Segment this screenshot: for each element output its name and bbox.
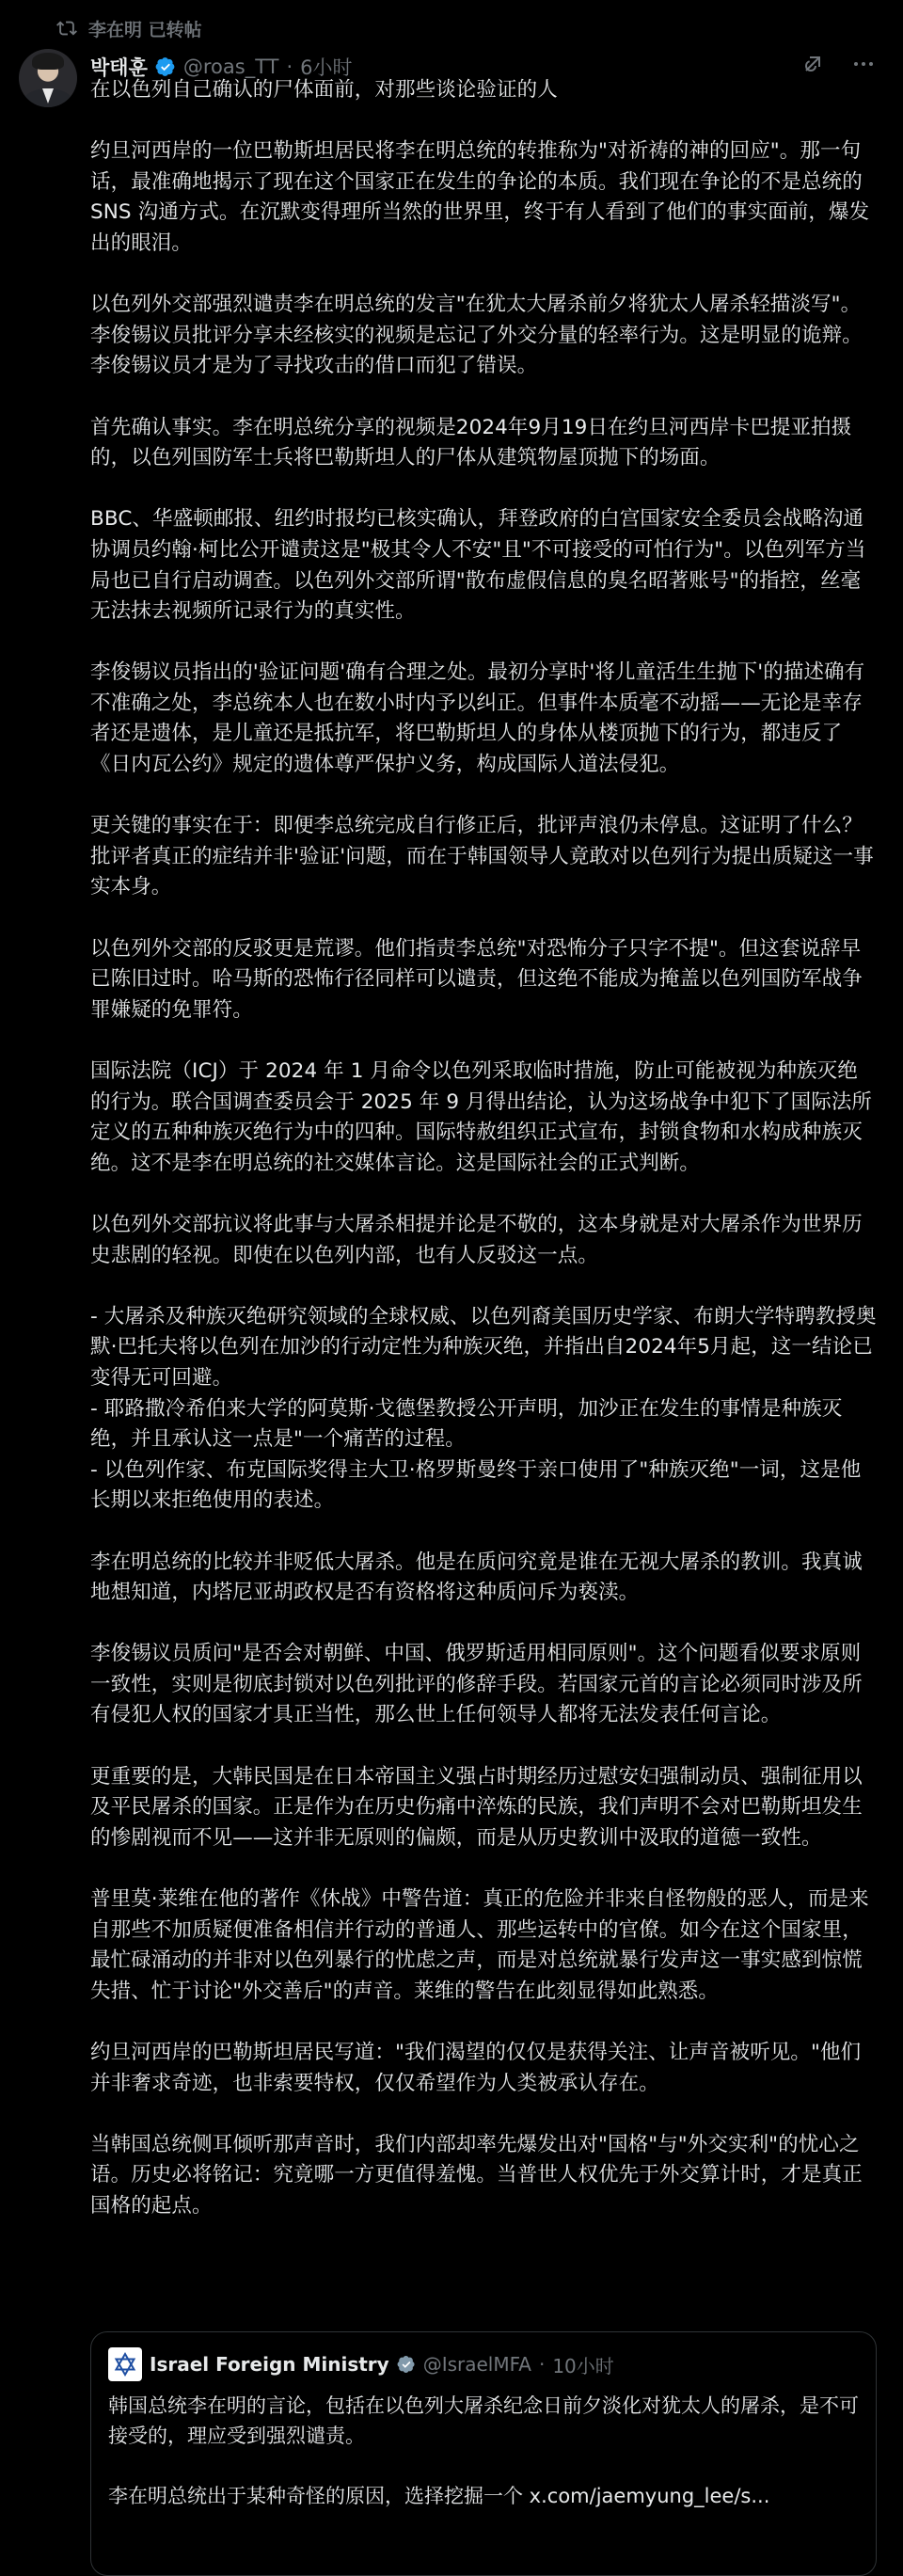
header-actions [801, 53, 875, 75]
tweet-paragraph: 李在明总统的比较并非贬低大屠杀。他是在质问究竟是谁在无视大屠杀的教训。我真诚地想知道，内塔尼亚胡政权是否有资格将这种质问斥为亵渎。 [90, 1550, 863, 1605]
avatar[interactable] [19, 49, 77, 107]
tweet-paragraph: 当韩国总统侧耳倾听那声音时，我们内部却率先爆发出对"国格"与"外交实利"的忧心之语。历史必将铭记：究竟哪一方更值得羞愧。当普世人权优先于外交算计时，才是真正国格的起点。 [90, 2132, 863, 2218]
verified-badge-icon[interactable] [155, 56, 176, 77]
quoted-post-time[interactable]: 10小时 [552, 2354, 614, 2377]
quoted-paragraph: 韩国总统李在明的言论，包括在以色列大屠杀纪念日前夕淡化对犹太人的屠杀，是不可接受的，理应受到强烈谴责。 [108, 2394, 859, 2447]
tweet-text [90, 75, 877, 2252]
tweet-paragraph: 李俊锡议员质问"是否会对朝鲜、中国、俄罗斯适用相同原则"。这个问题看似要求原则一致性，实则是彻底封锁对以色列批评的修辞手段。若国家元首的言论必须同时涉及所有侵犯人权的国家才具正当性，那么世上任何领导人都将无法发表任何言论。 [90, 1642, 863, 1727]
separator-dot: · [286, 56, 293, 78]
post-time[interactable]: 6小时 [300, 56, 353, 79]
tweet-paragraph: 约旦河西岸的巴勒斯坦居民写道："我们渴望的仅仅是获得关注、让声音被听见。"他们并非奢求奇迹，也非索要特权，仅仅希望作为人类被承认存在。 [90, 2041, 862, 2095]
tweet-paragraph: 以色列外交部强烈谴责李在明总统的发言"在犹太大屠杀前夕将犹太人屠杀轻描淡写"。李俊锡议员批评分享未经核实的视频是忘记了外交分量的轻率行为。这是明显的诡辩。李俊锡议员才是为了寻找攻击的借口而犯了错误。 [90, 293, 863, 378]
tweet-paragraph: 以色列外交部抗议将此事与大屠杀相提并论是不敬的，这本身就是对大屠杀作为世界历史悲剧的轻视。即使在以色列内部，也有人反驳这一点。 [90, 1212, 863, 1267]
tweet-paragraph: 首先确认事实。李在明总统分享的视频是2024年9月19日在约旦河西岸卡巴提亚拍摄的，以色列国防军士兵将巴勒斯坦人的尸体从建筑物屋顶抛下的场面。 [90, 415, 852, 470]
more-icon[interactable] [852, 53, 875, 75]
government-verified-icon[interactable] [397, 2355, 416, 2374]
tweet-paragraph: 以色列外交部的反驳更是荒谬。他们指责李总统"对恐怖分子只字不提"。但这套说辞早已陈旧过时。哈马斯的恐怖行径同样可以谴责，但这绝不能成为掩盖以色列国防军战争罪嫌疑的免罪符。 [90, 936, 863, 1022]
grok-icon[interactable] [801, 53, 824, 75]
retweet-icon [56, 18, 77, 39]
quoted-avatar[interactable] [108, 2347, 142, 2381]
quoted-tweet-text [108, 2391, 861, 2541]
retweet-bar [56, 11, 202, 45]
tweet-paragraph: 更关键的事实在于：即便李总统完成自行修正后，批评声浪仍未停息。这证明了什么？批评者真正的症结并非'验证'问题，而在于韩国领导人竟敢对以色列行为提出质疑这一事实本身。 [90, 814, 874, 899]
quoted-separator-dot: · [538, 2353, 546, 2376]
quoted-paragraph-link[interactable]: 李在明总统出于某种奇怪的原因，选择挖掘一个 x.com/jaemyung_lee/s... [108, 2485, 770, 2507]
retweet-label[interactable]: 李在明 已转帖 [88, 19, 202, 40]
tweet-paragraph: 约旦河西岸的一位巴勒斯坦居民将李在明总统的转推称为"对祈祷的神的回应"。那一句话，最准确地揭示了现在这个国家正在发生的争论的本质。我们现在争论的不是总统的 SNS 沟通方式。在沉默变得理所当然的世界里，终于有人看到了他们的事实面前，爆发出的眼泪。 [90, 139, 870, 255]
tweet-paragraph: - 大屠杀及种族灭绝研究领域的全球权威、以色列裔美国历史学家、布朗大学特聘教授奥默·巴托夫将以色列在加沙的行动定性为种族灭绝，并指出自2024年5月起，这一结论已变得无可回避。 - 耶路撒冷希伯来大学的阿莫斯·戈德堡教授公开声明，加沙正在发生的事情是种族灭绝，并且承认这一点是"一个痛苦的过程。 - 以色列作家、布克国际奖得主大卫·格罗斯曼终于亲口使用了"种族灭绝"一词，这是他长期以来拒绝使用的表述。 [90, 1304, 877, 1513]
tweet-paragraph: 在以色列自己确认的尸体面前，对那些谈论验证的人 [90, 78, 558, 102]
quoted-tweet-header [108, 2347, 614, 2381]
quoted-tweet[interactable] [90, 2331, 877, 2576]
author-display-name[interactable]: 박태훈 [90, 56, 148, 79]
tweet-paragraph: 普里莫·莱维在他的著作《休战》中警告道：真正的危险并非来自怪物般的恶人，而是来自那些不加质疑便准备相信并行动的普通人、那些运转中的官僚。如今在这个国家里，最忙碌涌动的并非对以色列暴行的忧虑之声，而是对总统就暴行发声这一事实感到惊慌失措、忙于讨论"外交善后"的声音。莱维的警告在此刻显得如此熟悉。 [90, 1887, 869, 2003]
tweet-paragraph: 国际法院（ICJ）于 2024 年 1 月命令以色列采取临时措施，防止可能被视为种族灭绝的行为。联合国调查委员会于 2025 年 9 月得出结论，认为这场战争中犯下了国际法所定义的五种种族灭绝行为中的四种。国际特赦组织正式宣布，封锁食物和水构成种族灭绝。这不是李在明总统的社交媒体言论。这是国际社会的正式判断。 [90, 1059, 873, 1175]
quoted-display-name[interactable]: Israel Foreign Ministry [150, 2353, 389, 2376]
tweet-paragraph: 更重要的是，大韩民国是在日本帝国主义强占时期经历过慰安妇强制动员、强制征用以及平民屠杀的国家。正是作为在历史伤痛中淬炼的民族，我们声明不会对巴勒斯坦发生的惨剧视而不见——这并非无原则的偏颇，而是从历史教训中汲取的道德一致性。 [90, 1764, 863, 1850]
tweet-paragraph: BBC、华盛顿邮报、纽约时报均已核实确认，拜登政府的白宫国家安全委员会战略沟通协调员约翰·柯比公开谴责这是"极其令人不安"且"不可接受的可怕行为"。以色列军方当局也已自行启动调查。以色列外交部所谓"散布虚假信息的臭名昭著账号"的指控，丝毫无法抹去视频所记录行为的真实性。 [90, 507, 866, 624]
author-handle[interactable]: @roas_TT [182, 56, 279, 78]
star-of-david-icon [111, 2350, 139, 2378]
tweet-paragraph: 李俊锡议员指出的'验证问题'确有合理之处。最初分享时'将儿童活生生抛下'的描述确有不准确之处，李总统本人也在数小时内予以纠正。但事件本质毫不动摇——无论是幸存者还是遗体，是儿童还是抵抗军，将巴勒斯坦人的身体从楼顶抛下的行为，都违反了《日内瓦公约》规定的遗体尊严保护义务，构成国际人道法侵犯。 [90, 660, 865, 777]
quoted-handle[interactable]: @IsraelMFA [422, 2353, 531, 2376]
